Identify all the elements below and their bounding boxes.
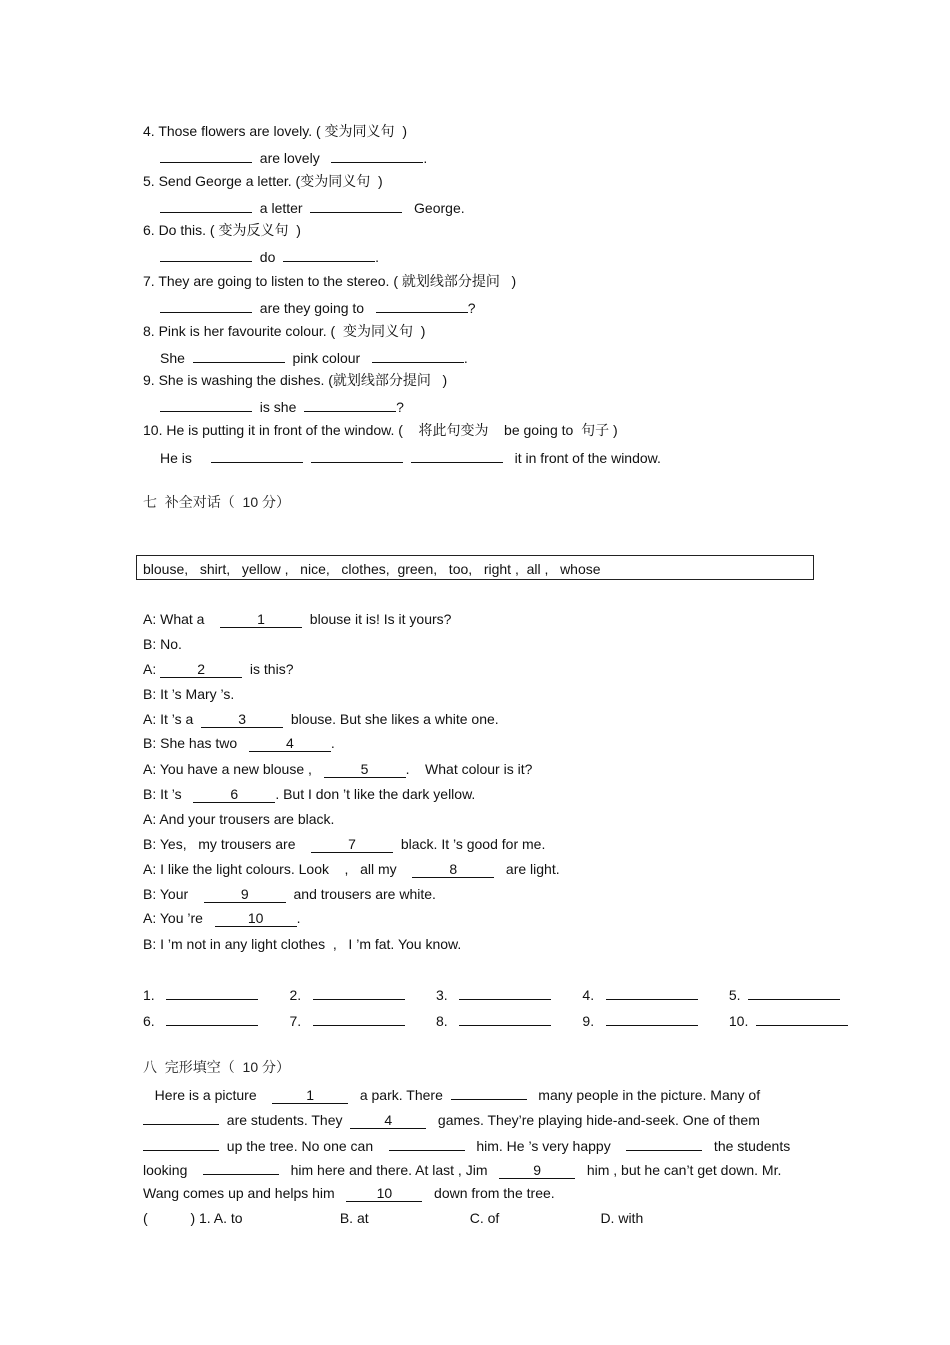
text-segment: 8. [404, 1013, 460, 1029]
word-bank [143, 560, 601, 578]
answer-blank[interactable]: 3 [201, 712, 283, 728]
text-segment: the students [702, 1138, 791, 1154]
text-segment: a letter [252, 200, 311, 216]
text-segment: down from the tree. [422, 1185, 555, 1201]
answer-blank[interactable] [451, 1084, 527, 1100]
answer-blank[interactable]: 1 [220, 612, 302, 628]
text-line [143, 1109, 760, 1127]
text-segment: are students. They [219, 1112, 351, 1128]
text-line [143, 221, 301, 239]
text-segment: is this? [242, 661, 294, 677]
text-segment: are lovely [252, 150, 332, 166]
answer-blank[interactable] [193, 347, 285, 363]
text-segment [303, 450, 311, 466]
text-segment: George. [402, 200, 465, 216]
answer-blank[interactable] [376, 297, 468, 313]
text-segment: She [160, 350, 193, 366]
answer-blank[interactable] [160, 147, 252, 163]
text-segment: and trousers are white. [285, 886, 436, 902]
answer-blank[interactable] [310, 197, 402, 213]
text-segment: 6. [143, 1013, 167, 1029]
text-segment: 7. [258, 1013, 313, 1029]
answer-blank[interactable] [756, 1010, 848, 1026]
text-segment: him here and there. At last , Jim [278, 1162, 500, 1178]
answer-blank[interactable]: 4 [249, 736, 331, 752]
text-segment: 7. They are going to listen to the stereo. ( 就划线部分提问 ) [143, 273, 517, 289]
text-segment: 8. Pink is her favourite colour. ( 变为同义句 ) [143, 323, 426, 339]
text-segment: him , but he can’t get down. Mr. [575, 1162, 782, 1178]
text-segment: 3. [404, 987, 460, 1003]
answer-blank[interactable] [203, 1159, 279, 1175]
text-segment: . But I don ’t like the dark yellow. [275, 786, 476, 802]
text-line [160, 297, 476, 315]
answer-blank[interactable]: 4 [350, 1113, 426, 1129]
text-segment: games. They’re playing hide-and-seek. One of them [426, 1112, 760, 1128]
text-segment: A: It ’s a [143, 711, 202, 727]
answer-blank[interactable] [459, 1010, 551, 1026]
text-segment: 9. [551, 1013, 606, 1029]
text-segment: black. It ’s good for me. [393, 836, 546, 852]
answer-blank[interactable] [606, 984, 698, 1000]
text-line [143, 371, 447, 389]
text-segment: He is [160, 450, 212, 466]
text-line [160, 246, 379, 264]
answer-blank[interactable] [748, 984, 840, 1000]
text-segment: up the tree. No one can [219, 1138, 389, 1154]
text-segment: ( ) 1. A. to B. at C. of D. with [143, 1210, 644, 1226]
text-segment: A: What a [143, 611, 221, 627]
text-segment: 1. [143, 987, 167, 1003]
text-line [143, 835, 545, 853]
text-segment: many people in the picture. Many of [526, 1087, 761, 1103]
text-segment: B: It ’s Mary ’s. [143, 686, 235, 702]
text-line [143, 610, 451, 628]
text-segment: a park. There [348, 1087, 451, 1103]
answer-blank[interactable]: 2 [160, 662, 242, 678]
answer-blank[interactable]: 9 [204, 887, 286, 903]
answer-blank[interactable]: 8 [412, 862, 494, 878]
text-segment: . [330, 735, 335, 751]
text-line [143, 1010, 848, 1028]
text-segment: 10. [697, 1013, 757, 1029]
answer-blank[interactable]: 6 [193, 787, 275, 803]
text-segment: Here is a picture [143, 1087, 273, 1103]
text-line [143, 760, 532, 778]
text-line [143, 1084, 760, 1102]
text-line [143, 1135, 790, 1153]
text-segment: Wang comes up and helps him [143, 1185, 347, 1201]
text-segment: blouse, shirt, yellow , nice, clothes, green, too, right , all , whose [143, 561, 601, 577]
text-line [143, 1209, 643, 1227]
answer-blank[interactable]: 9 [499, 1163, 575, 1179]
answer-blank[interactable]: 7 [311, 837, 393, 853]
text-line [143, 785, 475, 803]
text-segment: B: I ’m not in any light clothes , I ’m fat. You know. [143, 936, 462, 952]
answer-blank[interactable]: 10 [215, 911, 297, 927]
text-segment: 9. She is washing the dishes. (就划线部分提问 ) [143, 372, 448, 388]
answer-blank[interactable] [166, 984, 258, 1000]
text-line [143, 272, 516, 290]
text-segment: looking [143, 1162, 203, 1178]
text-line [160, 347, 468, 365]
text-line [143, 635, 182, 653]
section-heading [143, 493, 290, 511]
answer-blank[interactable] [389, 1135, 465, 1151]
text-line [143, 122, 407, 140]
text-segment: blouse it is! Is it yours? [302, 611, 452, 627]
text-line [143, 1159, 781, 1177]
section-heading [143, 1058, 290, 1076]
text-line [143, 734, 335, 752]
text-segment: pink colour [284, 350, 372, 366]
text-line [143, 935, 461, 953]
text-segment: B: Yes, my trousers are [143, 836, 312, 852]
text-segment: B: She has two [143, 735, 249, 751]
answer-blank[interactable] [211, 447, 303, 463]
text-segment: 八 完形填空（ 10 分） [143, 1059, 291, 1075]
text-line [143, 984, 840, 1002]
text-line [143, 810, 334, 828]
text-segment: . [375, 249, 380, 265]
text-segment: . [423, 150, 428, 166]
text-line [143, 421, 618, 439]
answer-blank[interactable] [606, 1010, 698, 1026]
answer-blank[interactable] [143, 1135, 219, 1151]
answer-blank[interactable] [372, 347, 464, 363]
answer-blank[interactable] [313, 1010, 405, 1026]
text-segment: do [252, 249, 284, 265]
text-line [143, 885, 436, 903]
text-line [143, 172, 383, 190]
text-segment: 10. He is putting it in front of the window. ( 将此句变为 be going to 句子 ) [143, 422, 618, 438]
answer-blank[interactable] [331, 147, 423, 163]
answer-blank[interactable] [311, 447, 403, 463]
text-segment: it in front of the window. [502, 450, 661, 466]
answer-blank[interactable] [304, 396, 396, 412]
text-line [160, 147, 427, 165]
text-segment: A: I like the light colours. Look , all my [143, 861, 413, 877]
text-segment: . What colour is it? [405, 761, 533, 777]
text-line [143, 860, 560, 878]
answer-blank[interactable]: 10 [346, 1186, 422, 1202]
text-segment: 5. Send George a letter. (变为同义句 ) [143, 173, 383, 189]
answer-blank[interactable]: 1 [272, 1088, 348, 1104]
text-segment: A: You have a new blouse , [143, 761, 324, 777]
text-segment: blouse. But she likes a white one. [283, 711, 499, 727]
text-segment: A: [143, 661, 161, 677]
answer-blank[interactable] [143, 1109, 219, 1125]
text-segment [403, 450, 411, 466]
text-segment: are they going to [252, 300, 376, 316]
text-line [143, 685, 234, 703]
text-segment: 4. Those flowers are lovely. ( 变为同义句 ) [143, 123, 407, 139]
text-segment: 4. [551, 987, 606, 1003]
text-segment: 5. [697, 987, 749, 1003]
text-line [160, 197, 465, 215]
text-segment: ? [467, 300, 476, 316]
answer-blank[interactable] [313, 984, 405, 1000]
text-line [143, 1184, 555, 1202]
text-segment: is she [252, 399, 305, 415]
text-segment: him. He ’s very happy [464, 1138, 627, 1154]
answer-blank[interactable] [160, 396, 252, 412]
text-segment: A: You ’re [143, 910, 215, 926]
answer-blank[interactable] [160, 297, 252, 313]
text-segment: are light. [494, 861, 560, 877]
text-line [160, 396, 404, 414]
text-line [160, 447, 661, 465]
text-line [143, 710, 499, 728]
text-segment: 2. [258, 987, 313, 1003]
text-segment: 6. Do this. ( 变为反义句 ) [143, 222, 301, 238]
answer-blank[interactable] [160, 246, 252, 262]
text-segment: . [463, 350, 468, 366]
text-segment: B: No. [143, 636, 182, 652]
text-segment: ? [396, 399, 404, 415]
answer-blank[interactable]: 5 [324, 762, 406, 778]
text-line [143, 660, 293, 678]
text-segment: B: It ’s [143, 786, 194, 802]
text-segment: 七 补全对话（ 10 分） [143, 494, 291, 510]
text-line [143, 909, 301, 927]
answer-blank[interactable] [459, 984, 551, 1000]
text-segment: A: And your trousers are black. [143, 811, 335, 827]
answer-blank[interactable] [283, 246, 375, 262]
answer-blank[interactable] [160, 197, 252, 213]
text-segment: . [296, 910, 301, 926]
answer-blank[interactable] [166, 1010, 258, 1026]
text-line [143, 322, 425, 340]
answer-blank[interactable] [626, 1135, 702, 1151]
text-segment: B: Your [143, 886, 204, 902]
answer-blank[interactable] [411, 447, 503, 463]
